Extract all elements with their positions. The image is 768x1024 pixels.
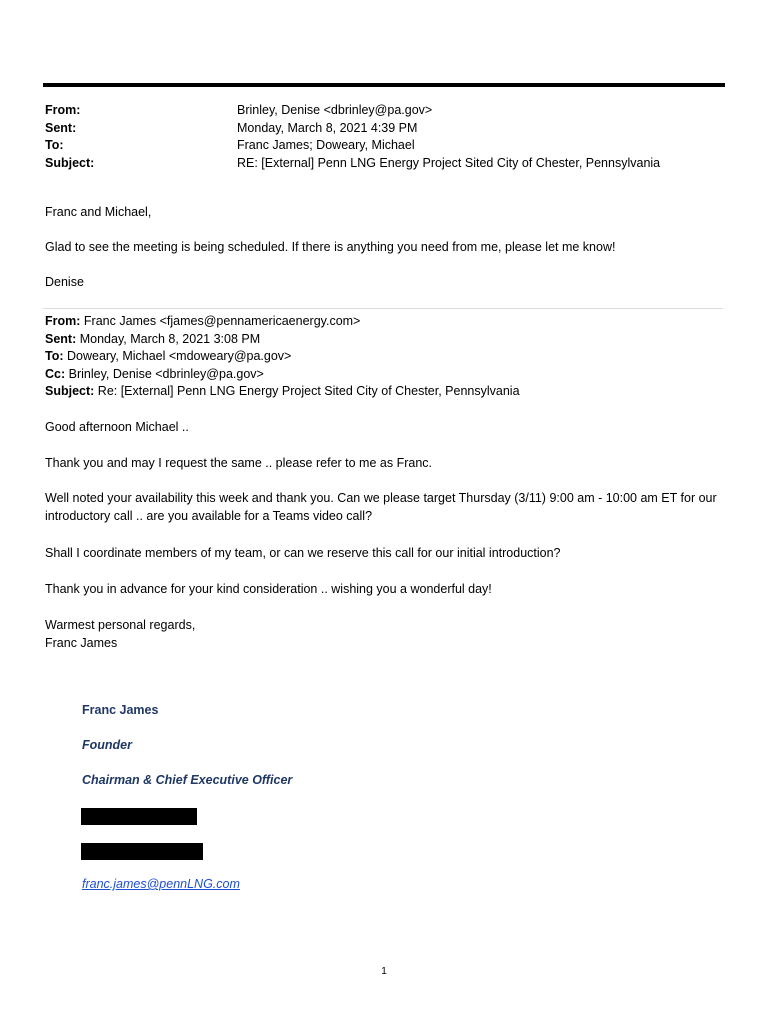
header-sent-label: Sent: bbox=[45, 120, 77, 135]
header-from-value: Brinley, Denise <dbrinley@pa.gov> bbox=[237, 103, 433, 117]
reply-greeting: Franc and Michael, bbox=[45, 205, 152, 219]
fwd-cc-value: Brinley, Denise <dbrinley@pa.gov> bbox=[65, 366, 264, 381]
header-to-value: Franc James; Doweary, Michael bbox=[237, 138, 415, 152]
signature-title-ceo: Chairman & Chief Executive Officer bbox=[82, 773, 293, 787]
header-subject-row bbox=[45, 155, 660, 173]
header-to-label: To: bbox=[45, 138, 64, 152]
header-subject-value: RE: [External] Penn LNG Energy Project Sited City of Chester, Pennsylvania bbox=[237, 155, 661, 170]
header-from-label: From: bbox=[45, 103, 81, 117]
reply-line: Glad to see the meeting is being scheduled. If there is anything you need from me, please let me know! bbox=[45, 240, 616, 254]
top-rule bbox=[43, 83, 725, 87]
message-closing-name: Franc James bbox=[45, 636, 118, 650]
message-paragraph-3: Shall I coordinate members of my team, or can we reserve this call for our initial introduction? bbox=[45, 546, 561, 560]
header-from-row bbox=[45, 102, 660, 120]
message-greeting: Good afternoon Michael .. bbox=[45, 420, 189, 434]
fwd-sent-row bbox=[45, 331, 520, 349]
message-closing: Warmest personal regards, bbox=[45, 618, 196, 632]
fwd-cc-row bbox=[45, 366, 520, 384]
fwd-from-label: From: bbox=[45, 314, 81, 328]
header-to-row bbox=[45, 137, 660, 155]
signature-email-link[interactable]: franc.james@pennLNG.com bbox=[82, 877, 240, 891]
page-number: 1 bbox=[381, 966, 387, 977]
fwd-from-row bbox=[45, 313, 520, 331]
signature-name: Franc James bbox=[82, 703, 159, 717]
header-subject-label: Subject: bbox=[45, 155, 95, 170]
redaction-box bbox=[81, 808, 197, 825]
email-header bbox=[45, 102, 660, 172]
fwd-to-value: Doweary, Michael <mdoweary@pa.gov> bbox=[63, 349, 292, 363]
redaction-box bbox=[81, 843, 203, 860]
fwd-subject-value: Re: [External] Penn LNG Energy Project Sited City of Chester, Pennsylvania bbox=[94, 384, 520, 398]
fwd-cc-label: Cc: bbox=[45, 366, 66, 381]
header-sent-row bbox=[45, 120, 660, 138]
message-paragraph-2: Well noted your availability this week and thank you. Can we please target Thursday (3/11) 9:00 am - 10:00 am ET for our introductory call .. are you available for a Teams video call? bbox=[45, 491, 717, 523]
message-paragraph-1: Thank you and may I request the same .. please refer to me as Franc. bbox=[45, 456, 432, 470]
fwd-to-row bbox=[45, 348, 520, 366]
separator-rule bbox=[43, 308, 723, 309]
fwd-subject-row bbox=[45, 383, 520, 401]
fwd-sent-label: Sent: bbox=[45, 331, 77, 346]
forwarded-header bbox=[45, 313, 520, 401]
fwd-from-value: Franc James <fjames@pennamericaenergy.com> bbox=[80, 314, 361, 328]
reply-signoff: Denise bbox=[45, 275, 84, 289]
message-paragraph-4: Thank you in advance for your kind consideration .. wishing you a wonderful day! bbox=[45, 582, 492, 596]
header-sent-value: Monday, March 8, 2021 4:39 PM bbox=[237, 120, 418, 135]
signature-title-founder: Founder bbox=[82, 738, 132, 752]
fwd-subject-label: Subject: bbox=[45, 384, 95, 398]
fwd-sent-value: Monday, March 8, 2021 3:08 PM bbox=[76, 331, 261, 346]
fwd-to-label: To: bbox=[45, 349, 64, 363]
